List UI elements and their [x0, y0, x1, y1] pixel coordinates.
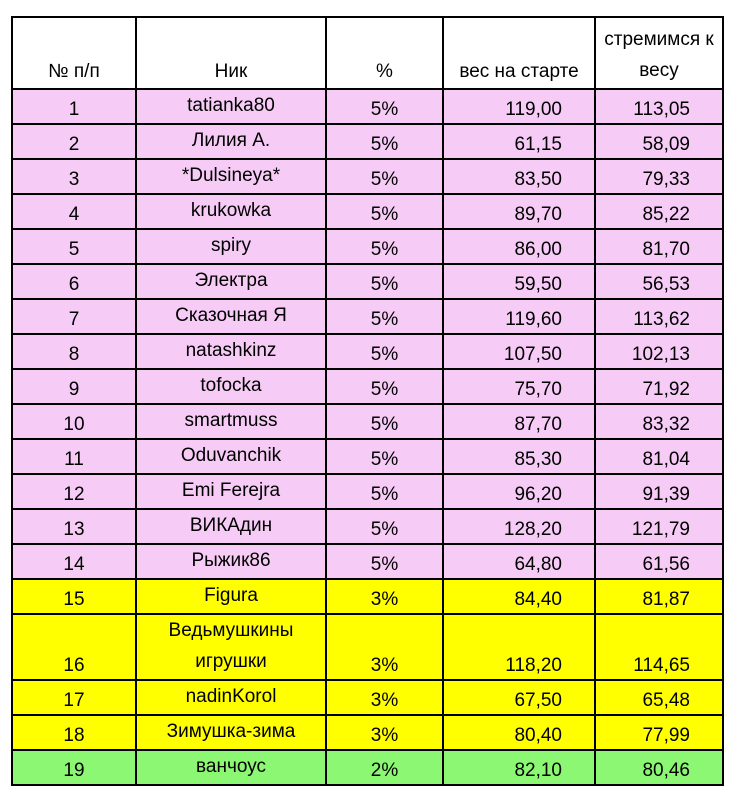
target-weight-cell: 79,33 — [595, 159, 723, 194]
table-row — [12, 439, 723, 474]
target-weight-cell: 71,92 — [595, 369, 723, 404]
nick-cell: Figura — [136, 579, 326, 614]
start-weight-cell: 59,50 — [443, 264, 595, 299]
row-number-cell: 12 — [12, 474, 136, 509]
row-number-cell: 6 — [12, 264, 136, 299]
start-weight-cell: 67,50 — [443, 680, 595, 715]
row-number-cell: 14 — [12, 544, 136, 579]
table-row — [12, 474, 723, 509]
start-weight-cell: 86,00 — [443, 229, 595, 264]
row-number-cell: 15 — [12, 579, 136, 614]
nick-cell: tatianka80 — [136, 89, 326, 124]
row-number-cell: 7 — [12, 299, 136, 334]
percent-cell: 5% — [326, 544, 443, 579]
nick-cell: Лилия А. — [136, 124, 326, 159]
start-weight-cell: 82,10 — [443, 750, 595, 785]
target-weight-cell: 83,32 — [595, 404, 723, 439]
table-row — [12, 404, 723, 439]
nick-cell: *Dulsineya* — [136, 159, 326, 194]
nick-cell: tofocka — [136, 369, 326, 404]
start-weight-cell: 75,70 — [443, 369, 595, 404]
nick-cell: ВИКАдин — [136, 509, 326, 544]
header-start-weight: вес на старте — [443, 17, 595, 89]
percent-cell: 5% — [326, 229, 443, 264]
header-row — [12, 17, 723, 89]
target-weight-cell: 102,13 — [595, 334, 723, 369]
row-number-cell: 19 — [12, 750, 136, 785]
table-row — [12, 299, 723, 334]
start-weight-cell: 118,20 — [443, 614, 595, 680]
percent-cell: 5% — [326, 509, 443, 544]
table-row — [12, 369, 723, 404]
header-nick: Ник — [136, 17, 326, 89]
percent-cell: 5% — [326, 334, 443, 369]
row-number-cell: 17 — [12, 680, 136, 715]
target-weight-cell: 65,48 — [595, 680, 723, 715]
percent-cell: 5% — [326, 474, 443, 509]
percent-cell: 5% — [326, 404, 443, 439]
row-number-cell: 1 — [12, 89, 136, 124]
target-weight-cell: 61,56 — [595, 544, 723, 579]
header-percent: % — [326, 17, 443, 89]
nick-cell: natashkinz — [136, 334, 326, 369]
start-weight-cell: 119,60 — [443, 299, 595, 334]
table-row — [12, 544, 723, 579]
percent-cell: 5% — [326, 369, 443, 404]
percent-cell: 5% — [326, 159, 443, 194]
percent-cell: 2% — [326, 750, 443, 785]
table-row — [12, 124, 723, 159]
target-weight-cell: 80,46 — [595, 750, 723, 785]
table-row — [12, 229, 723, 264]
table-row — [12, 194, 723, 229]
percent-cell: 5% — [326, 264, 443, 299]
start-weight-cell: 96,20 — [443, 474, 595, 509]
start-weight-cell: 89,70 — [443, 194, 595, 229]
start-weight-cell: 83,50 — [443, 159, 595, 194]
start-weight-cell: 107,50 — [443, 334, 595, 369]
table-row — [12, 334, 723, 369]
nick-cell: ванчоус — [136, 750, 326, 785]
start-weight-cell: 85,30 — [443, 439, 595, 474]
target-weight-cell: 113,05 — [595, 89, 723, 124]
header-number: № п/п — [12, 17, 136, 89]
target-weight-cell: 77,99 — [595, 715, 723, 750]
table-row — [12, 579, 723, 614]
start-weight-cell: 84,40 — [443, 579, 595, 614]
table-row — [12, 159, 723, 194]
nick-cell: krukowka — [136, 194, 326, 229]
percent-cell: 3% — [326, 680, 443, 715]
table-row — [12, 89, 723, 124]
target-weight-cell: 56,53 — [595, 264, 723, 299]
row-number-cell: 11 — [12, 439, 136, 474]
table-body — [12, 89, 723, 785]
start-weight-cell: 61,15 — [443, 124, 595, 159]
start-weight-cell: 128,20 — [443, 509, 595, 544]
target-weight-cell: 58,09 — [595, 124, 723, 159]
nick-cell: Электра — [136, 264, 326, 299]
nick-cell: Сказочная Я — [136, 299, 326, 334]
table-row — [12, 509, 723, 544]
target-weight-cell: 114,65 — [595, 614, 723, 680]
table-row — [12, 614, 723, 680]
percent-cell: 3% — [326, 614, 443, 680]
nick-cell: Рыжик86 — [136, 544, 326, 579]
row-number-cell: 8 — [12, 334, 136, 369]
target-weight-cell: 91,39 — [595, 474, 723, 509]
row-number-cell: 18 — [12, 715, 136, 750]
row-number-cell: 2 — [12, 124, 136, 159]
percent-cell: 5% — [326, 194, 443, 229]
percent-cell: 5% — [326, 439, 443, 474]
table-row — [12, 680, 723, 715]
row-number-cell: 16 — [12, 614, 136, 680]
target-weight-cell: 121,79 — [595, 509, 723, 544]
row-number-cell: 4 — [12, 194, 136, 229]
target-weight-cell: 81,87 — [595, 579, 723, 614]
target-weight-cell: 81,04 — [595, 439, 723, 474]
start-weight-cell: 119,00 — [443, 89, 595, 124]
table-row — [12, 750, 723, 785]
nick-cell: Зимушка-зима — [136, 715, 326, 750]
row-number-cell: 9 — [12, 369, 136, 404]
nick-cell: Emi Ferejra — [136, 474, 326, 509]
target-weight-cell: 85,22 — [595, 194, 723, 229]
start-weight-cell: 80,40 — [443, 715, 595, 750]
percent-cell: 5% — [326, 124, 443, 159]
nick-cell: nadinKorol — [136, 680, 326, 715]
percent-cell: 5% — [326, 299, 443, 334]
target-weight-cell: 113,62 — [595, 299, 723, 334]
percent-cell: 3% — [326, 715, 443, 750]
percent-cell: 3% — [326, 579, 443, 614]
header-target-weight: стремимся к весу — [595, 17, 723, 89]
weight-loss-table — [11, 16, 724, 786]
start-weight-cell: 87,70 — [443, 404, 595, 439]
table-row — [12, 715, 723, 750]
nick-cell: Ведьмушкины игрушки — [136, 614, 326, 680]
row-number-cell: 10 — [12, 404, 136, 439]
row-number-cell: 5 — [12, 229, 136, 264]
row-number-cell: 3 — [12, 159, 136, 194]
nick-cell: Oduvanchik — [136, 439, 326, 474]
nick-cell: smartmuss — [136, 404, 326, 439]
row-number-cell: 13 — [12, 509, 136, 544]
target-weight-cell: 81,70 — [595, 229, 723, 264]
percent-cell: 5% — [326, 89, 443, 124]
nick-cell: spiry — [136, 229, 326, 264]
start-weight-cell: 64,80 — [443, 544, 595, 579]
table-row — [12, 264, 723, 299]
